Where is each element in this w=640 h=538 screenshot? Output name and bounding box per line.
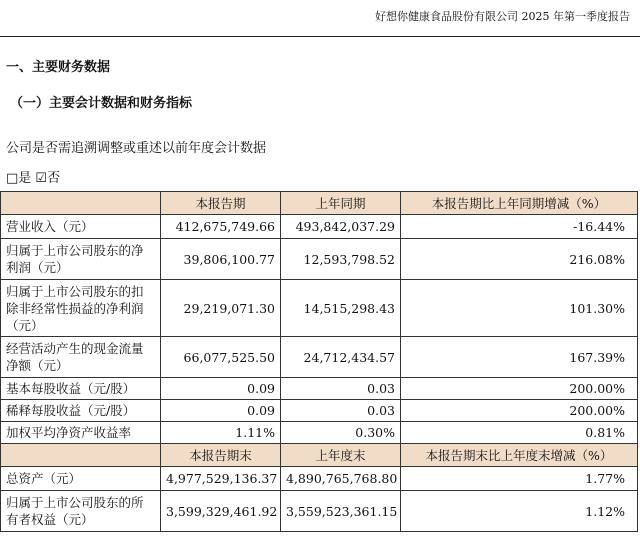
column-header: 本报告期末比上年度末增减（%） [401, 444, 638, 467]
table-cell: 14,515,298.43 [281, 280, 401, 337]
column-header: 本报告期 [161, 192, 281, 215]
row-label: 基本每股收益（元/股） [1, 378, 161, 400]
table-row [1, 400, 638, 422]
table-cell: 39,806,100.77 [161, 239, 281, 280]
table-header-row [1, 192, 638, 215]
table-cell: 4,977,529,136.37 [161, 467, 281, 491]
column-header: 上年度末 [281, 444, 401, 467]
row-label: 归属于上市公司股东的净利润（元） [1, 239, 161, 280]
column-header: 本报告期末 [161, 444, 281, 467]
subsection-title: （一）主要会计数据和财务指标 [10, 96, 193, 111]
row-label: 稀释每股收益（元/股） [1, 400, 161, 422]
header-divider [0, 36, 640, 37]
table-row [1, 239, 638, 280]
table-row [1, 491, 638, 532]
table-cell: 66,077,525.50 [161, 337, 281, 378]
row-label: 总资产（元） [1, 467, 161, 491]
table-cell: 29,219,071.30 [161, 280, 281, 337]
column-header [1, 192, 161, 215]
row-label: 经营活动产生的现金流量净额（元） [1, 337, 161, 378]
table-cell: 493,842,037.29 [281, 215, 401, 239]
financial-data-table [0, 191, 638, 532]
table-cell: 12,593,798.52 [281, 239, 401, 280]
column-header [1, 444, 161, 467]
table-cell: 4,890,765,768.80 [281, 467, 401, 491]
table-cell: 0.03 [281, 378, 401, 400]
table-cell: 412,675,749.66 [161, 215, 281, 239]
table-cell: 200.00% [401, 400, 638, 422]
row-label: 归属于上市公司股东的扣除非经常性损益的净利润（元） [1, 280, 161, 337]
table-cell: 3,559,523,361.15 [281, 491, 401, 532]
table-row [1, 280, 638, 337]
table-cell: -16.44% [401, 215, 638, 239]
row-label: 加权平均净资产收益率 [1, 422, 161, 444]
table-row [1, 378, 638, 400]
column-header: 上年同期 [281, 192, 401, 215]
table-cell: 24,712,434.57 [281, 337, 401, 378]
table-cell: 200.00% [401, 378, 638, 400]
table-cell: 1.77% [401, 467, 638, 491]
row-label: 归属于上市公司股东的所有者权益（元） [1, 491, 161, 532]
row-label: 营业收入（元） [1, 215, 161, 239]
table-cell: 0.81% [401, 422, 638, 444]
table-cell: 1.11% [161, 422, 281, 444]
table-cell: 0.09 [161, 378, 281, 400]
table-cell: 1.12% [401, 491, 638, 532]
column-header: 本报告期比上年同期增减（%） [401, 192, 638, 215]
table-row [1, 215, 638, 239]
table-cell: 0.09 [161, 400, 281, 422]
restatement-answer: □是 ☑否 [6, 171, 61, 186]
table-row [1, 422, 638, 444]
section-title: 一、主要财务数据 [6, 60, 111, 75]
table-cell: 0.03 [281, 400, 401, 422]
table-cell: 101.30% [401, 280, 638, 337]
restatement-question: 公司是否需追溯调整或重述以前年度会计数据 [6, 141, 267, 156]
table-row [1, 467, 638, 491]
table-cell: 216.08% [401, 239, 638, 280]
table-cell: 167.39% [401, 337, 638, 378]
report-header: 好想你健康食品股份有限公司 2025 年第一季度报告 [375, 10, 630, 23]
table-row [1, 337, 638, 378]
table-cell: 0.30% [281, 422, 401, 444]
table-cell: 3,599,329,461.92 [161, 491, 281, 532]
table-header-row [1, 444, 638, 467]
